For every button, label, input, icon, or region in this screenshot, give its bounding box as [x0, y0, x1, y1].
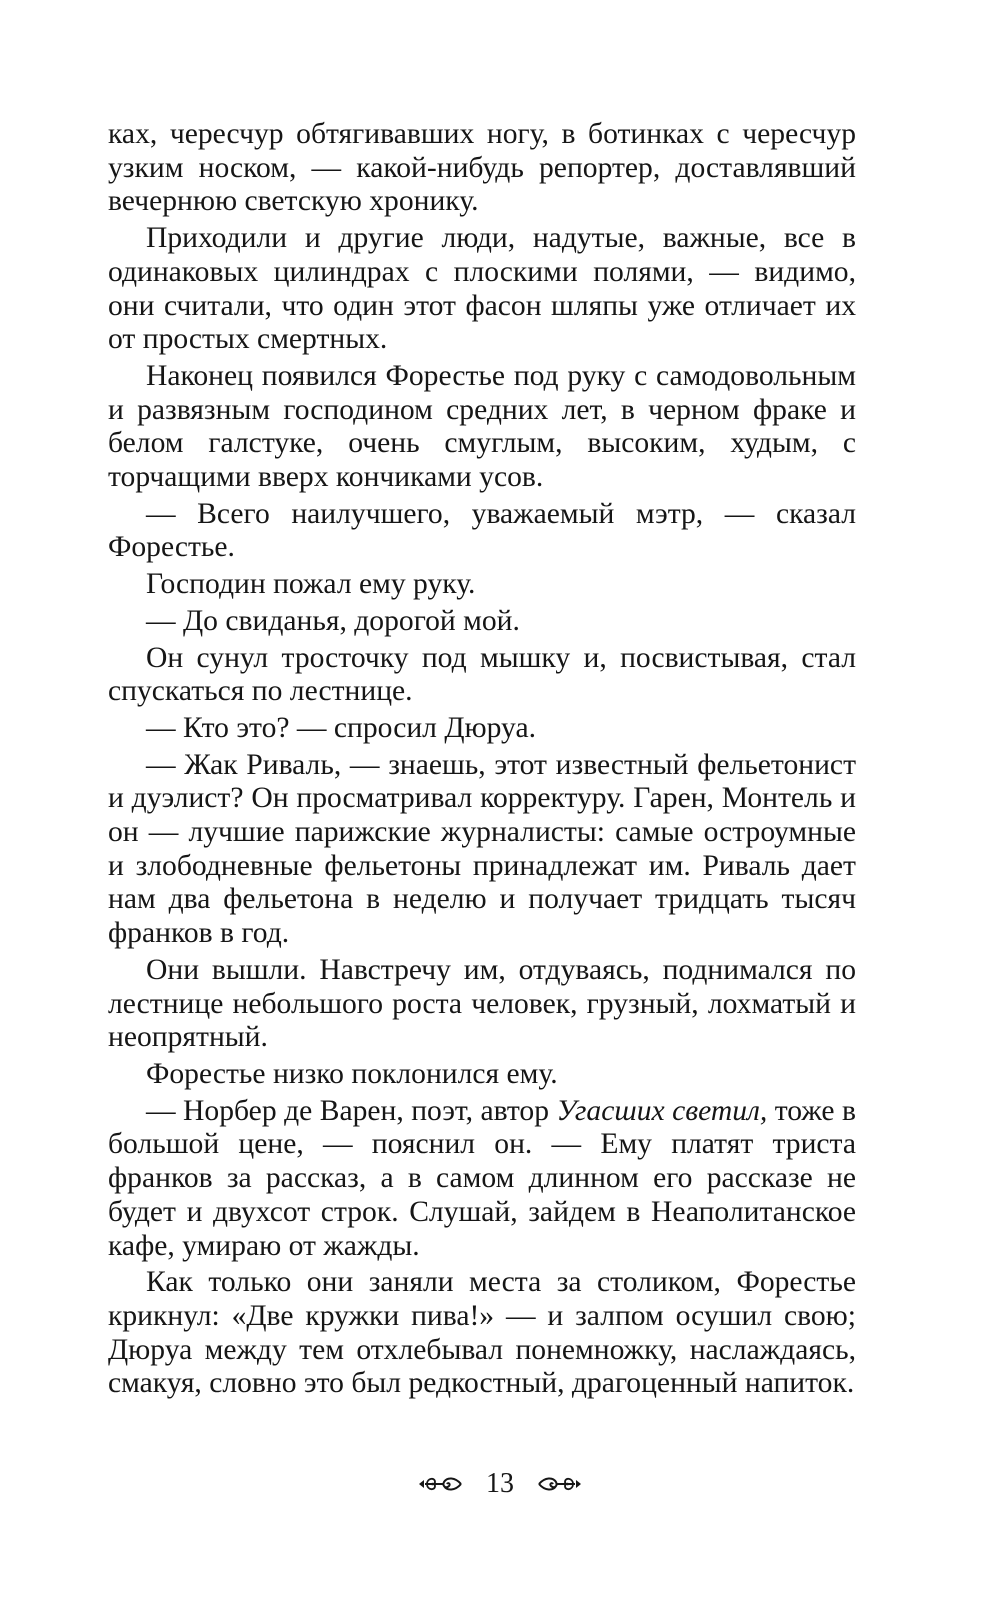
page-number: 13 — [486, 1467, 514, 1499]
dialogue-line: — Всего наилучшего, уважаемый мэтр, — сказал Форестье. — [108, 497, 856, 564]
paragraph-continuation: ках, чересчур обтягивавших ногу, в ботинках с чересчур узким носком, — какой-нибудь репортер, доставлявший вечернюю светскую хронику. — [108, 118, 856, 218]
paragraph: Они вышли. Навстречу им, отдуваясь, поднимался по лестнице небольшого роста человек, грузный, лохматый и неопрятный. — [108, 953, 856, 1054]
paragraph: Он сунул тросточку под мышку и, посвистывая, стал спускаться по лестнице. — [108, 641, 856, 708]
paragraph: Господин пожал ему руку. — [146, 568, 476, 601]
dialogue-text: — Норбер де Варен, поэт, автор — [146, 1094, 557, 1127]
left-ornament-icon — [417, 1471, 463, 1497]
paragraph: Приходили и другие люди, надутые, важные, все в одинаковых цилиндрах с плоскими полями, — видимо, они считали, что один этот фасон шляпы уже отличает их от простых смертных. — [108, 222, 856, 356]
page-text — [108, 118, 856, 1401]
dialogue-line: — Кто это? — спросил Дюруа. — [146, 711, 536, 744]
right-ornament-icon — [537, 1471, 583, 1497]
paragraph: Форестье низко поклонился ему. — [146, 1057, 558, 1090]
dialogue-line: — Жак Риваль, — знаешь, этот известный фельетонист и дуэлист? Он просматривал корректуру. Гарен, Монтель и он — лучшие парижские журналисты: самые остроумные и злободневные фельетоны принадлежат им. Риваль дает нам два фельетона в неделю и получает тридцать тысяч франков в год. — [108, 748, 856, 950]
paragraph: Как только они заняли места за столиком, Форестье крикнул: «Две кружки пива!» — и залпом осушил свою; Дюруа между тем отхлебывал понемножку, наслаждаясь, смакуя, словно это был редкостный, драгоценный напиток. — [108, 1266, 856, 1400]
book-title: Угасших светил, — [556, 1094, 768, 1127]
page-footer — [0, 1466, 1000, 1500]
dialogue-line: — До свиданья, дорогой мой. — [146, 604, 520, 637]
dialogue-text: тоже в большой цене, — пояснил он. — Ему платят триста франков за рассказ, а в самом длинном его рассказе не будет и двухсот строк. Слушай, зайдем в Неаполитанское кафе, умираю от жажды. — [108, 1094, 856, 1262]
paragraph: Наконец появился Форестье под руку с самодовольным и развязным господином средних лет, в черном фраке и белом галстуке, очень смуглым, высоким, худым, с торчащими вверх кончиками усов. — [108, 359, 856, 494]
dialogue-line — [108, 1095, 856, 1264]
